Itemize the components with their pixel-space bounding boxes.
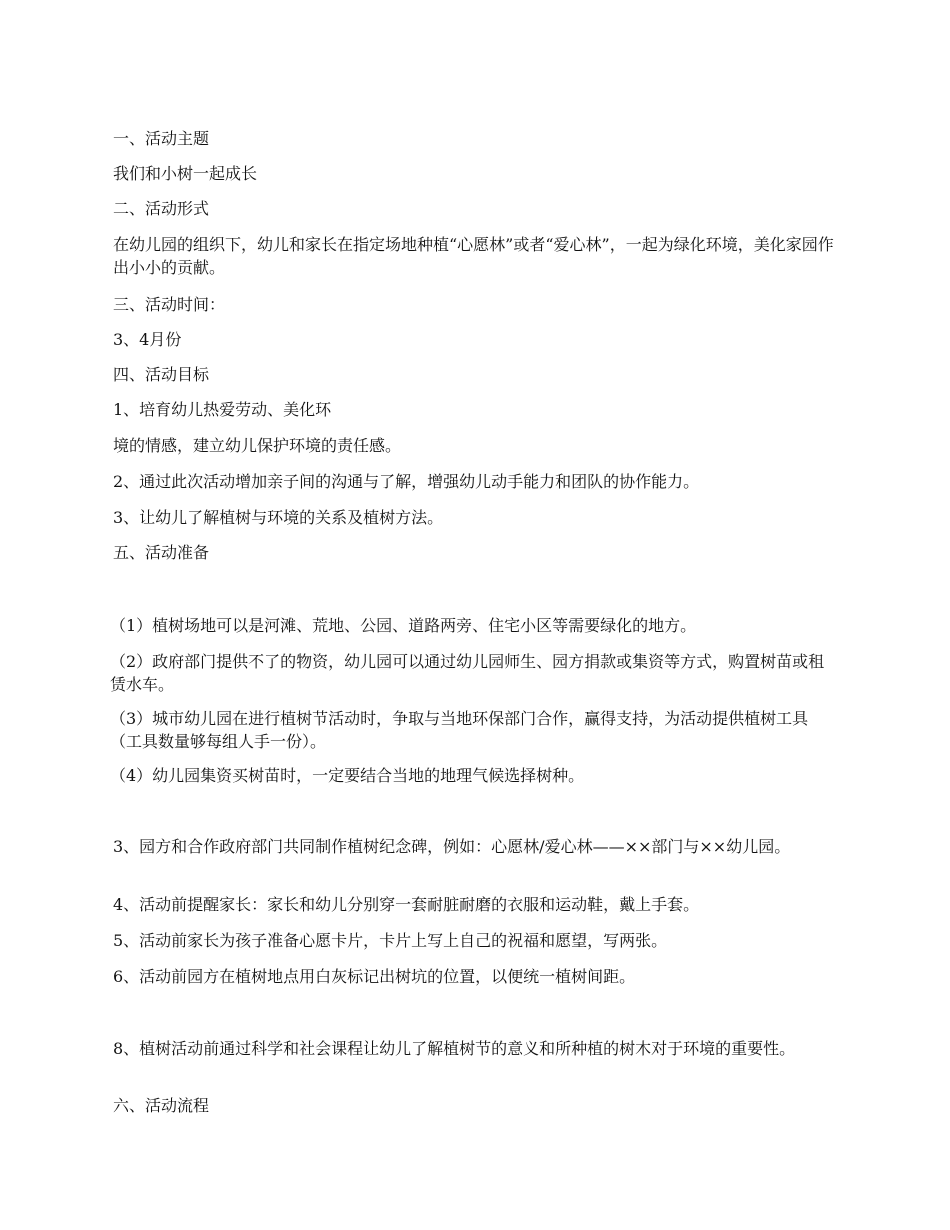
goal-item-1-part-1: 1、培育幼儿热爱劳动、美化环 xyxy=(113,400,332,419)
preparation-item-4: （4）幼儿园集资买树苗时，一定要结合当地的地理气候选择树种。 xyxy=(110,766,585,785)
heading-activity-form: 二、活动形式 xyxy=(113,199,210,218)
heading-activity-preparation: 五、活动准备 xyxy=(113,543,210,562)
preparation-item-2: （2）政府部门提供不了的物资，幼儿园可以通过幼儿园师生、园方捐款或集资等方式，购置树苗或租赁水车。 xyxy=(110,652,825,694)
heading-activity-process: 六、活动流程 xyxy=(113,1096,210,1115)
heading-activity-time: 三、活动时间： xyxy=(113,295,226,314)
paragraph-time-text: 3、4月份 xyxy=(113,330,182,349)
preparation-point-3: 3、园方和合作政府部门共同制作植树纪念碑，例如：心愿林/爱心林——××部门与××幼儿园。 xyxy=(113,837,791,856)
paragraph-form-text: 在幼儿园的组织下，幼儿和家长在指定场地种植“心愿林”或者“爱心林”，一起为绿化环境，美化家园作出小小的贡献。 xyxy=(113,235,834,277)
preparation-point-6: 6、活动前园方在植树地点用白灰标记出树坑的位置，以便统一植树间距。 xyxy=(113,967,636,986)
heading-activity-goals: 四、活动目标 xyxy=(113,365,210,384)
heading-activity-theme: 一、活动主题 xyxy=(113,129,210,148)
goal-item-3: 3、让幼儿了解植树与环境的关系及植树方法。 xyxy=(113,508,444,527)
goal-item-2: 2、通过此次活动增加亲子间的沟通与了解，增强幼儿动手能力和团队的协作能力。 xyxy=(113,472,700,491)
preparation-point-4: 4、活动前提醒家长：家长和幼儿分别穿一套耐脏耐磨的衣服和运动鞋，戴上手套。 xyxy=(113,895,700,914)
goal-item-1-part-2: 境的情感，建立幼儿保护环境的责任感。 xyxy=(113,436,402,455)
preparation-point-5: 5、活动前家长为孩子准备心愿卡片，卡片上写上自己的祝福和愿望，写两张。 xyxy=(113,931,668,950)
preparation-point-8: 8、植树活动前通过科学和社会课程让幼儿了解植树节的意义和所种植的树木对于环境的重要性。 xyxy=(113,1039,796,1058)
preparation-item-3: （3）城市幼儿园在进行植树节活动时，争取与当地环保部门合作，赢得支持，为活动提供植树工具（工具数量够每组人手一份）。 xyxy=(110,709,809,751)
paragraph-theme-text: 我们和小树一起成长 xyxy=(113,164,258,183)
preparation-item-1: （1）植树场地可以是河滩、荒地、公园、道路两旁、住宅小区等需要绿化的地方。 xyxy=(110,616,697,635)
